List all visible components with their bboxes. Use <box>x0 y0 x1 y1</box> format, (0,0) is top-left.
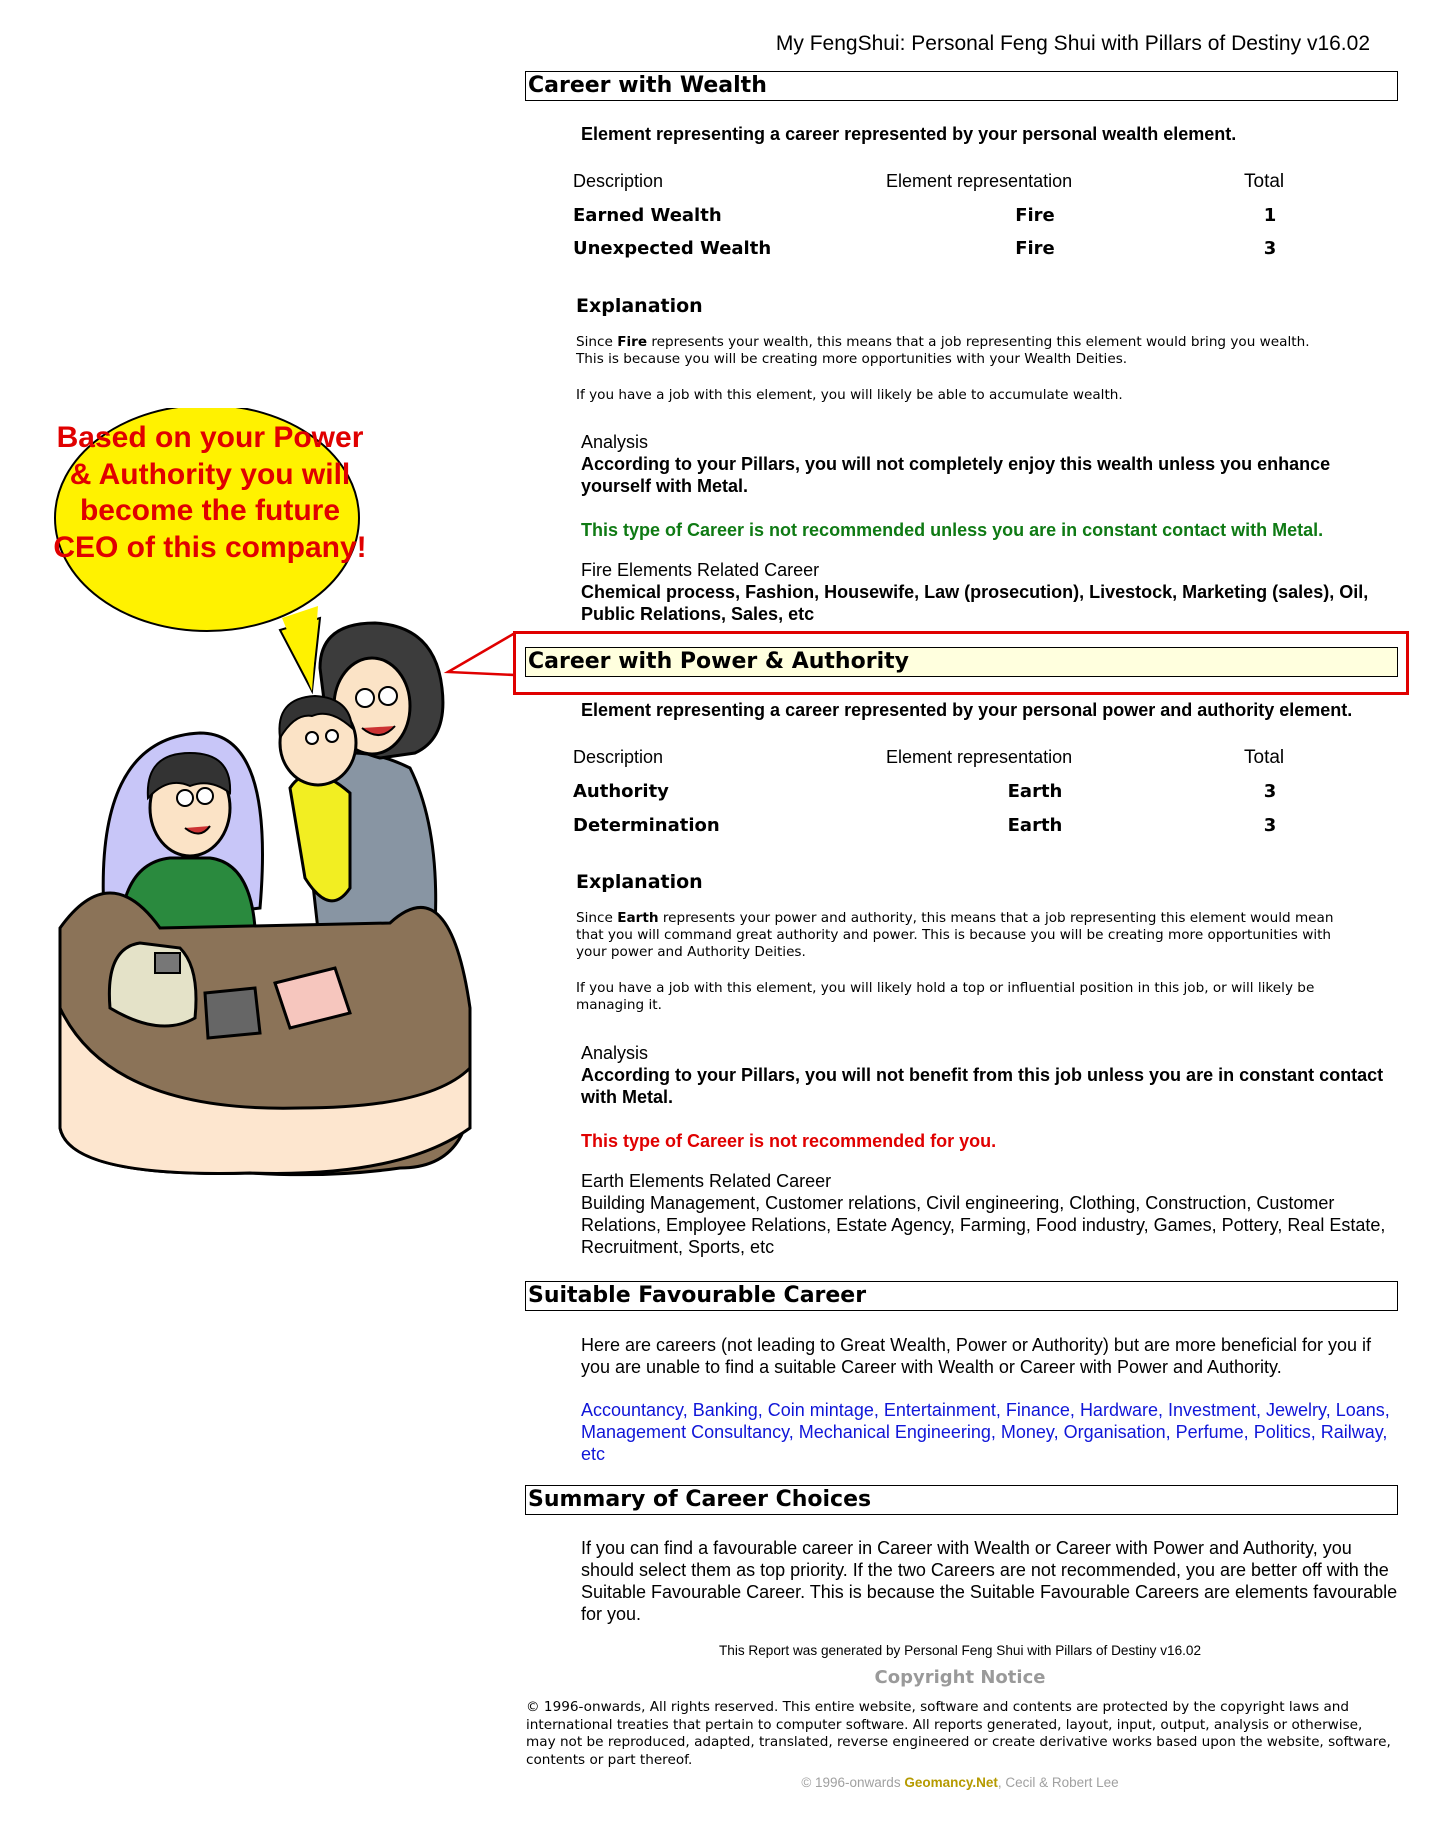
power-row-2-description: Determination <box>573 815 720 836</box>
copyright-heading: Copyright Notice <box>874 1667 1046 1688</box>
power-related <box>581 1170 1391 1258</box>
power-explanation-p1: Since Earth represents your power and authority, this means that a job representing this element would mean that you will command great authority and power. This is because you will be creating more opportunities with your power and Authority Deities. <box>576 910 1334 960</box>
wealth-col-element: Element representation <box>886 171 1073 191</box>
power-analysis <box>581 1042 1391 1108</box>
callout-pointer <box>440 630 520 700</box>
summary-section-heading: Summary of Career Choices <box>525 1485 1398 1515</box>
wealth-recommendation: This type of Career is not recommended unless you are in constant contact with Metal. <box>581 520 1324 540</box>
suitable-career-list: Accountancy, Banking, Coin mintage, Entertainment, Finance, Hardware, Investment, Jewelry, Loans, Management Consultancy, Mechanical Engineering, Money, Organisation, Perfume, Politics, Railway, etc <box>581 1400 1390 1464</box>
power-analysis-text: According to your Pillars, you will not benefit from this job unless you are in constant contact with Metal. <box>581 1065 1384 1107</box>
power-row-1-total: 3 <box>1263 781 1277 802</box>
wealth-row-2-total: 3 <box>1263 238 1277 259</box>
power-row-1-element: Earth <box>1007 781 1063 802</box>
wealth-col-total: Total <box>1244 171 1285 192</box>
suitable-section-heading: Suitable Favourable Career <box>525 1281 1398 1311</box>
wealth-row-1-element: Fire <box>1015 205 1055 226</box>
wealth-row-2-description: Unexpected Wealth <box>573 238 772 259</box>
power-related-list: Building Management, Customer relations, Civil engineering, Clothing, Construction, Customer Relations, Employee Relations, Estate Agency, Farming, Food industry, Games, Pottery, Real Estate, Recruitment, Sports, etc <box>581 1193 1386 1257</box>
power-col-element: Element representation <box>886 747 1073 767</box>
bubble-text: Based on your Power & Authority you will become the future CEO of this company! <box>53 421 367 564</box>
wealth-col-description: Description <box>573 171 664 191</box>
power-analysis-heading: Analysis <box>581 1043 649 1063</box>
wealth-analysis-heading: Analysis <box>581 432 649 452</box>
power-section-heading: Career with Power & Authority <box>525 647 1398 677</box>
power-explanation-p2: If you have a job with this element, you will likely hold a top or influential position in this job, or will likely be managing it. <box>576 980 1315 1013</box>
suitable-text: Here are careers (not leading to Great Wealth, Power or Authority) but are more beneficial for you if you are unable to find a suitable Career with Wealth or Career with Power and Authority. <box>581 1335 1372 1377</box>
wealth-related-list: Chemical process, Fashion, Housewife, Law (prosecution), Livestock, Marketing (sales), Oil, Public Relations, Sales, etc <box>581 582 1369 624</box>
wealth-explanation-heading: Explanation <box>576 295 703 317</box>
power-explanation-heading: Explanation <box>576 871 703 893</box>
power-recommendation: This type of Career is not recommended for you. <box>581 1131 997 1151</box>
geomancy-link[interactable]: Geomancy.Net <box>904 1775 998 1790</box>
power-col-total: Total <box>1244 747 1285 768</box>
wealth-related <box>581 559 1391 625</box>
power-related-heading: Earth Elements Related Career <box>581 1171 832 1191</box>
power-row-1-description: Authority <box>573 781 669 802</box>
power-col-description: Description <box>573 747 664 767</box>
copyright-text: © 1996-onwards, All rights reserved. This entire website, software and contents are protected by the copyright laws and international treaties that pertain to computer software. All reports generated, layout, input, output, analysis or otherwise, may not be reproduced, adapted, translated, reverse engineered or create derivative works based upon the website, software, contents or part thereof. <box>526 1699 1391 1768</box>
wealth-row-1-description: Earned Wealth <box>573 205 722 226</box>
power-intro: Element representing a career represented by your personal power and authority element. <box>581 700 1353 720</box>
wealth-row-1-total: 1 <box>1263 205 1277 226</box>
wealth-analysis-text: According to your Pillars, you will not completely enjoy this wealth unless you enhance yourself with Metal. <box>581 454 1331 496</box>
wealth-explanation-p1: Since Fire represents your wealth, this means that a job representing this element would bring you wealth. This is because you will be creating more opportunities with your Wealth Deities. <box>576 334 1310 367</box>
report-header-title: My FengShui: Personal Feng Shui with Pillars of Destiny v16.02 <box>775 32 1370 55</box>
wealth-section-heading: Career with Wealth <box>525 71 1398 101</box>
summary-text: If you can find a favourable career in Career with Wealth or Career with Power and Authority, you should select them as top priority. If the two Careers are not recommended, you are better off with the Suitable Favourable Career. This is because the Suitable Favourable Careers are elements favourable for you. <box>581 1538 1398 1624</box>
wealth-analysis <box>581 431 1391 497</box>
footer-credit: © 1996-onwards Geomancy.Net, Cecil & Robert Lee <box>801 1775 1119 1790</box>
report-generated-note: This Report was generated by Personal Feng Shui with Pillars of Destiny v16.02 <box>718 1643 1202 1658</box>
wealth-row-2-element: Fire <box>1015 238 1055 259</box>
power-row-2-element: Earth <box>1007 815 1063 836</box>
power-row-2-total: 3 <box>1263 815 1277 836</box>
wealth-related-heading: Fire Elements Related Career <box>581 560 820 580</box>
wealth-intro: Element representing a career represented by your personal wealth element. <box>581 124 1237 144</box>
wealth-explanation-p2: If you have a job with this element, you will likely be able to accumulate wealth. <box>576 387 1123 403</box>
